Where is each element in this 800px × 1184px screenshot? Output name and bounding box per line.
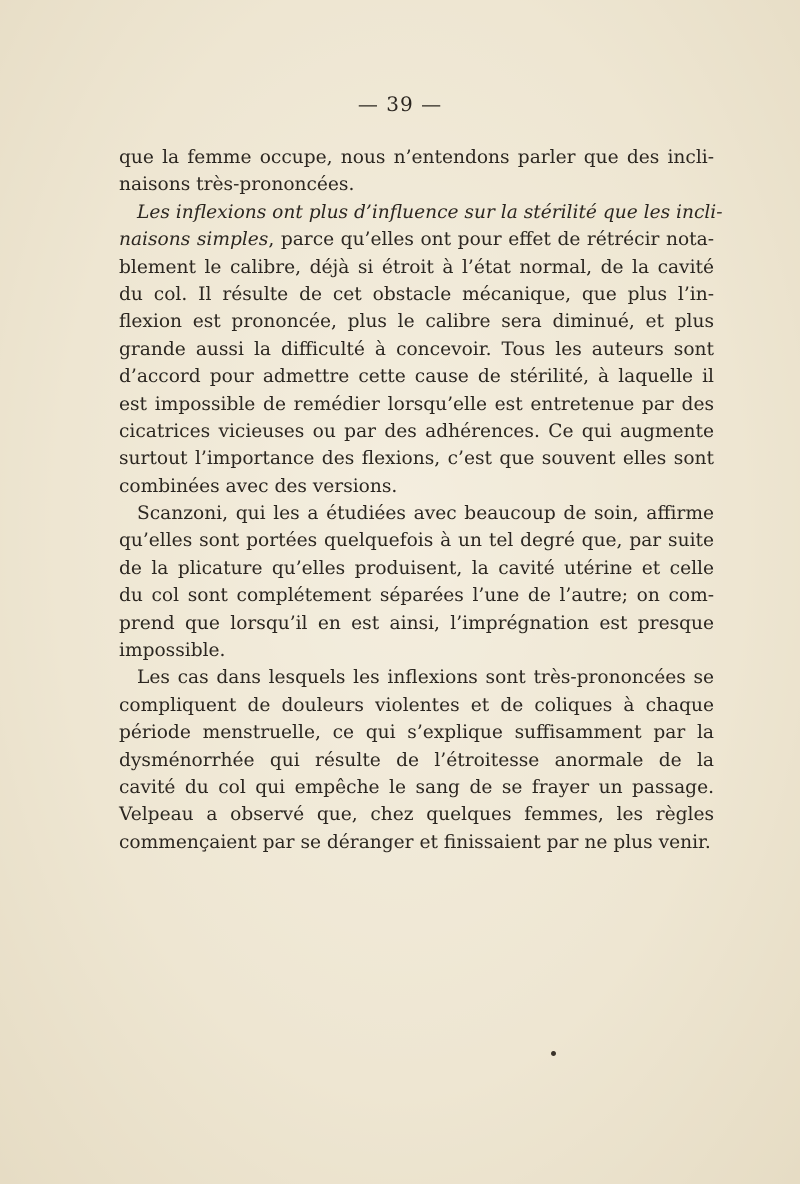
text-line: combinées avec des versions.: [119, 475, 398, 497]
text-line: [119, 199, 723, 226]
text-line: du col. Il résulte de cet obstacle mécanique, que plus l’in-: [119, 283, 714, 305]
emphasis-text: naisons simples: [119, 229, 269, 251]
text-line: cicatrices vicieuses ou par des adhérences. Ce qui augmente: [119, 420, 714, 442]
page-number: — 39 —: [357, 92, 443, 116]
text-line: naisons simples, parce qu’elles ont pour effet de rétrécir nota-: [119, 229, 714, 251]
text-line: commençaient par se déranger et finissaient par ne plus venir.: [119, 831, 711, 853]
text-line: naisons très-prononcées.: [119, 174, 355, 196]
text-line: prend que lorsqu’il en est ainsi, l’imprégnation est presque: [119, 612, 714, 634]
text-line: cavité du col qui empêche le sang de se frayer un passage.: [119, 776, 714, 798]
text-line: grande aussi la difficulté à concevoir. Tous les auteurs sont: [119, 338, 714, 360]
text-line: est impossible de remédier lorsqu’elle est entretenue par des: [119, 393, 714, 415]
text-line: impossible.: [119, 640, 226, 662]
text-line: période menstruelle, ce qui s’explique suffisamment par la: [119, 722, 714, 744]
ink-speck: [551, 1051, 556, 1056]
text-line: Scanzoni, qui les a étudiées avec beaucoup de soin, affirme: [137, 503, 714, 525]
text-line: Les cas dans lesquels les inflexions sont très-prononcées se: [137, 667, 714, 689]
text-line: d’accord pour admettre cette cause de stérilité, à laquelle il: [119, 366, 714, 388]
text-line: flexion est prononcée, plus le calibre sera diminué, et plus: [119, 311, 714, 333]
text-line: qu’elles sont portées quelquefois à un tel degré que, par suite: [119, 530, 714, 552]
text-line: du col sont complétement séparées l’une de l’autre; on com-: [119, 585, 714, 607]
text-line: dysménorrhée qui résulte de l’étroitesse anormale de la: [119, 749, 714, 771]
text-line: compliquent de douleurs violentes et de coliques à chaque: [119, 694, 714, 716]
text-line: que la femme occupe, nous n’entendons parler que des incli-: [119, 147, 714, 168]
body-text: [119, 144, 723, 856]
text-line: Velpeau a observé que, chez quelques femmes, les règles: [119, 804, 714, 826]
text-line: de la plicature qu’elles produisent, la cavité utérine et celle: [119, 557, 714, 579]
text-line: blement le calibre, déjà si étroit à l’état normal, de la cavité: [119, 256, 714, 278]
text-line: surtout l’importance des flexions, c’est que souvent elles sont: [119, 448, 714, 470]
emphasis-text: Les inflexions ont plus d’influence sur la stérilité que les incli-: [137, 201, 723, 223]
